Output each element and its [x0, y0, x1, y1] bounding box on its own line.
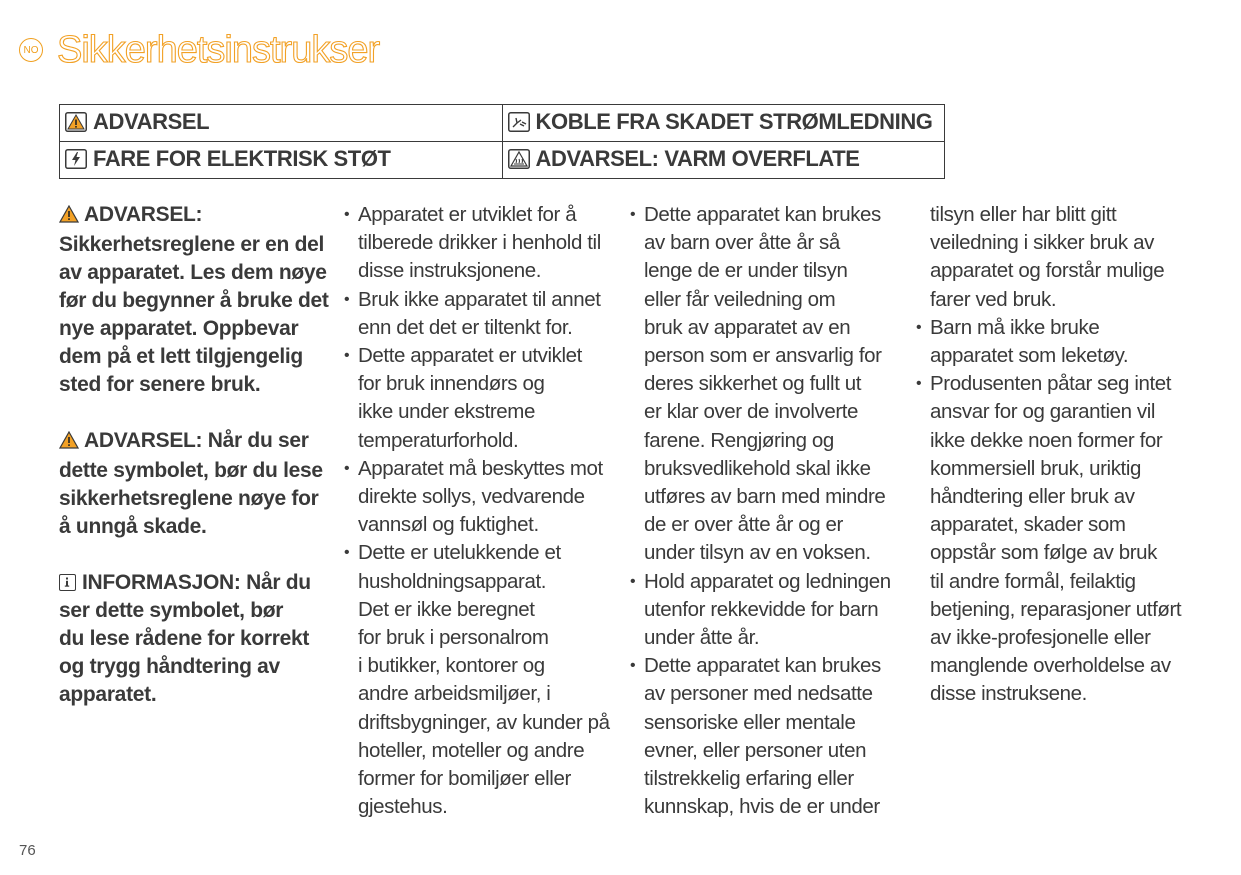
language-badge: NO	[19, 38, 43, 62]
legend-warning	[60, 105, 503, 142]
list-item: • Dette apparatet er utviklet for bruk innendørs og ikke under ekstreme temperaturforhold.	[344, 342, 614, 455]
safety-column-3	[630, 201, 900, 821]
legend-disconnect-label: KOBLE FRA SKADET STRØMLEDNING	[535, 108, 933, 134]
list-item: • Dette apparatet kan brukes av barn over åtte år så lenge de er under tilsyn eller får veiledning om bruk av apparatet av en person som er ansvarlig for deres sikkerhet og fullt ut er klar over de involverte farene. Rengjøring og bruksvedlikehold skal ikke utføres av barn med mindre de er over åtte år og er under tilsyn av en voksen.	[630, 201, 900, 568]
legend-electric-label: FARE FOR ELEKTRISK STØT	[93, 145, 391, 171]
list-item: • Apparatet må beskyttes mot direkte sollys, vedvarende vannsøl og fuktighet.	[344, 455, 614, 540]
intro-paragraph-2: ADVARSEL: Når du ser dette symbolet, bør du lese sikkerhetsreglene nøye for å unngå skade.	[59, 429, 323, 538]
list-item: • Dette apparatet kan brukes av personer med nedsatte sensoriske eller mentale evner, eller personer uten tilstrekkelig erfaring eller kunnskap, hvis de er under	[630, 652, 900, 821]
list-item: • Bruk ikke apparatet til annet enn det det er tiltenkt for.	[344, 286, 614, 342]
intro-column	[59, 201, 327, 737]
bullet-list	[916, 201, 1206, 314]
safety-column-4	[916, 201, 1206, 709]
lightning-icon	[65, 149, 87, 175]
legend-electric	[60, 142, 503, 179]
list-item: • Hold apparatet og ledningen utenfor rekkevidde for barn under åtte år.	[630, 568, 900, 653]
list-item: • Produsenten påtar seg intet ansvar for og garantien vil ikke dekke noen former for kommersiell bruk, uriktig håndtering eller bruk av apparatet, skader som oppstår som følge av bruk til andre formål, feilaktig betjening, reparasjoner utført av ikke-profesjonelle eller manglende overholdelse av disse instruksene.	[916, 370, 1206, 708]
page-title: Sikkerhetsinstrukser	[57, 29, 380, 71]
hot-surface-icon	[508, 149, 530, 175]
list-item: • Apparatet er utviklet for å tilberede drikker i henhold til disse instruksjonene.	[344, 201, 614, 286]
bullet-list	[344, 201, 614, 821]
warning-triangle-icon	[59, 203, 79, 231]
legend-disconnect	[502, 105, 945, 142]
list-item: • Dette er utelukkende et husholdningsapparat. Det er ikke beregnet for bruk i personalrom i butikker, kontorer og andre arbeidsmiljøer, i driftsbygninger, av kunder på hoteller, moteller og andre former for bomiljøer eller gjestehus.	[344, 539, 614, 821]
legend-hot-surface	[502, 142, 945, 179]
symbol-legend-table	[59, 104, 945, 179]
bullet-list	[916, 314, 1206, 709]
safety-column-2	[344, 201, 614, 821]
list-item-continuation: tilsyn eller har blitt gitt veiledning i sikker bruk av apparatet og forstår mulige farer ved bruk.	[930, 203, 1165, 311]
header	[19, 28, 379, 72]
warning-icon	[65, 112, 87, 138]
legend-hot-surface-label: ADVARSEL: VARM OVERFLATE	[535, 145, 860, 171]
page-number: 76	[19, 842, 36, 859]
list-item: • Barn må ikke bruke apparatet som leketøy.	[916, 314, 1206, 370]
unplug-icon	[508, 112, 530, 138]
warning-triangle-icon	[59, 429, 79, 457]
intro-paragraph-1: ADVARSEL: Sikkerhetsreglene er en del av apparatet. Les dem nøye før du begynner å bruke det nye apparatet. Oppbevar dem på et lett tilgjengelig sted for senere bruk.	[59, 203, 329, 396]
legend-warning-label: ADVARSEL	[93, 108, 210, 134]
info-icon	[59, 574, 76, 591]
intro-paragraph-3: INFORMASJON: Når du ser dette symbolet, bør du lese rådene for korrekt og trygg håndtering av apparatet.	[59, 571, 311, 706]
bullet-list	[630, 201, 900, 821]
